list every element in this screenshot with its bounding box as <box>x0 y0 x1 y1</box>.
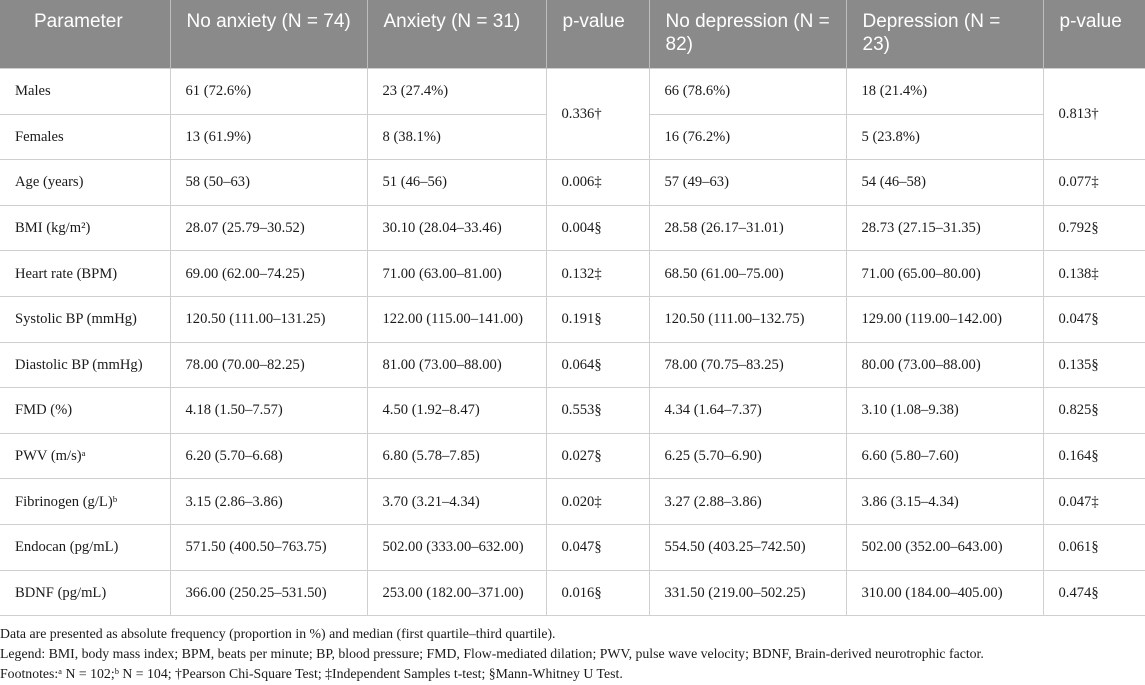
cell-anxiety: 8 (38.1%) <box>367 114 546 160</box>
cell-no-depression: 6.25 (5.70–6.90) <box>649 433 846 479</box>
note-data-presentation: Data are presented as absolute frequency (proportion in %) and median (first quartile–third quartile). <box>0 626 556 642</box>
table-row <box>0 251 1145 297</box>
cell-no-anxiety: 4.18 (1.50–7.57) <box>170 388 367 434</box>
cell-p-anxiety: 0.020‡ <box>546 479 649 525</box>
cell-anxiety: 502.00 (333.00–632.00) <box>367 524 546 570</box>
cell-p-anxiety: 0.006‡ <box>546 160 649 206</box>
cell-no-depression: 68.50 (61.00–75.00) <box>649 251 846 297</box>
cell-label: Females <box>0 114 170 160</box>
cell-no-depression: 28.58 (26.17–31.01) <box>649 205 846 251</box>
cell-no-depression: 78.00 (70.75–83.25) <box>649 342 846 388</box>
cell-no-depression: 57 (49–63) <box>649 160 846 206</box>
cell-depression: 502.00 (352.00–643.00) <box>846 524 1043 570</box>
cell-label: Heart rate (BPM) <box>0 251 170 297</box>
cell-p-depression: 0.047‡ <box>1043 479 1145 525</box>
cell-anxiety: 6.80 (5.78–7.85) <box>367 433 546 479</box>
cell-p-anxiety: 0.553§ <box>546 388 649 434</box>
cell-no-anxiety: 61 (72.6%) <box>170 69 367 115</box>
table-row <box>0 570 1145 616</box>
cell-label: FMD (%) <box>0 388 170 434</box>
cell-label: Age (years) <box>0 160 170 206</box>
header-p-value-depression: p-value <box>1043 0 1145 69</box>
cell-no-depression: 66 (78.6%) <box>649 69 846 115</box>
cell-p-anxiety: 0.027§ <box>546 433 649 479</box>
cell-depression: 54 (46–58) <box>846 160 1043 206</box>
cell-no-anxiety: 571.50 (400.50–763.75) <box>170 524 367 570</box>
cell-p-depression: 0.792§ <box>1043 205 1145 251</box>
cell-no-anxiety: 366.00 (250.25–531.50) <box>170 570 367 616</box>
cell-no-depression: 3.27 (2.88–3.86) <box>649 479 846 525</box>
cell-depression: 18 (21.4%) <box>846 69 1043 115</box>
cell-depression: 80.00 (73.00–88.00) <box>846 342 1043 388</box>
cell-label: Males <box>0 69 170 115</box>
cell-depression: 129.00 (119.00–142.00) <box>846 296 1043 342</box>
cell-label: Endocan (pg/mL) <box>0 524 170 570</box>
cell-no-depression: 4.34 (1.64–7.37) <box>649 388 846 434</box>
table-row-males <box>0 69 1145 115</box>
cell-p-depression: 0.474§ <box>1043 570 1145 616</box>
cell-no-depression: 331.50 (219.00–502.25) <box>649 570 846 616</box>
cell-no-anxiety: 69.00 (62.00–74.25) <box>170 251 367 297</box>
cell-depression: 5 (23.8%) <box>846 114 1043 160</box>
table-header <box>0 0 1145 69</box>
cell-p-depression: 0.047§ <box>1043 296 1145 342</box>
header-p-value-anxiety: p-value <box>546 0 649 69</box>
header-no-depression: No depression (N = 82) <box>649 0 846 69</box>
cell-label: Diastolic BP (mmHg) <box>0 342 170 388</box>
table-row <box>0 296 1145 342</box>
cell-p-depression-sex: 0.813† <box>1043 69 1145 160</box>
cell-label: Systolic BP (mmHg) <box>0 296 170 342</box>
cell-p-depression: 0.825§ <box>1043 388 1145 434</box>
cell-depression: 310.00 (184.00–405.00) <box>846 570 1043 616</box>
cell-no-anxiety: 13 (61.9%) <box>170 114 367 160</box>
cell-p-anxiety: 0.191§ <box>546 296 649 342</box>
cell-anxiety: 122.00 (115.00–141.00) <box>367 296 546 342</box>
cell-p-anxiety: 0.132‡ <box>546 251 649 297</box>
table-body <box>0 69 1145 616</box>
cell-label: PWV (m/s)ᵃ <box>0 433 170 479</box>
cell-no-anxiety: 78.00 (70.00–82.25) <box>170 342 367 388</box>
cell-no-anxiety: 6.20 (5.70–6.68) <box>170 433 367 479</box>
cell-p-anxiety: 0.047§ <box>546 524 649 570</box>
cell-p-anxiety: 0.064§ <box>546 342 649 388</box>
cell-p-depression: 0.135§ <box>1043 342 1145 388</box>
cell-no-anxiety: 58 (50–63) <box>170 160 367 206</box>
cell-anxiety: 4.50 (1.92–8.47) <box>367 388 546 434</box>
header-anxiety: Anxiety (N = 31) <box>367 0 546 69</box>
table-row <box>0 433 1145 479</box>
cell-p-anxiety: 0.016§ <box>546 570 649 616</box>
note-footnotes: Footnotes:ᵃ N = 102;ᵇ N = 104; †Pearson Chi-Square Test; ‡Independent Samples t-test; §Mann-Whitney U Test. <box>0 666 623 682</box>
table-row <box>0 479 1145 525</box>
table-notes <box>0 616 1145 684</box>
cell-no-depression: 120.50 (111.00–132.75) <box>649 296 846 342</box>
cell-p-depression: 0.077‡ <box>1043 160 1145 206</box>
cell-no-anxiety: 3.15 (2.86–3.86) <box>170 479 367 525</box>
table-row <box>0 524 1145 570</box>
cell-anxiety: 71.00 (63.00–81.00) <box>367 251 546 297</box>
cell-no-depression: 16 (76.2%) <box>649 114 846 160</box>
cell-no-anxiety: 28.07 (25.79–30.52) <box>170 205 367 251</box>
note-legend: Legend: BMI, body mass index; BPM, beats per minute; BP, blood pressure; FMD, Flow-mediated dilation; PWV, pulse wave velocity; BDNF, Brain-derived neurotrophic factor. <box>0 646 984 662</box>
cell-p-anxiety-sex: 0.336† <box>546 69 649 160</box>
cell-anxiety: 51 (46–56) <box>367 160 546 206</box>
header-no-anxiety: No anxiety (N = 74) <box>170 0 367 69</box>
cell-depression: 6.60 (5.80–7.60) <box>846 433 1043 479</box>
cell-p-anxiety: 0.004§ <box>546 205 649 251</box>
cell-label: BDNF (pg/mL) <box>0 570 170 616</box>
cell-depression: 28.73 (27.15–31.35) <box>846 205 1043 251</box>
cell-p-depression: 0.164§ <box>1043 433 1145 479</box>
header-depression: Depression (N = 23) <box>846 0 1043 69</box>
table-row <box>0 160 1145 206</box>
cell-no-depression: 554.50 (403.25–742.50) <box>649 524 846 570</box>
cell-anxiety: 30.10 (28.04–33.46) <box>367 205 546 251</box>
cell-anxiety: 3.70 (3.21–4.34) <box>367 479 546 525</box>
cell-p-depression: 0.061§ <box>1043 524 1145 570</box>
header-parameter: Parameter <box>0 0 170 69</box>
cell-anxiety: 253.00 (182.00–371.00) <box>367 570 546 616</box>
table-row <box>0 388 1145 434</box>
table-row <box>0 205 1145 251</box>
cell-depression: 3.86 (3.15–4.34) <box>846 479 1043 525</box>
table-row <box>0 342 1145 388</box>
cell-anxiety: 23 (27.4%) <box>367 69 546 115</box>
cell-p-depression: 0.138‡ <box>1043 251 1145 297</box>
cell-depression: 71.00 (65.00–80.00) <box>846 251 1043 297</box>
cell-anxiety: 81.00 (73.00–88.00) <box>367 342 546 388</box>
cell-no-anxiety: 120.50 (111.00–131.25) <box>170 296 367 342</box>
cell-label: Fibrinogen (g/L)ᵇ <box>0 479 170 525</box>
cell-label: BMI (kg/m²) <box>0 205 170 251</box>
cell-depression: 3.10 (1.08–9.38) <box>846 388 1043 434</box>
